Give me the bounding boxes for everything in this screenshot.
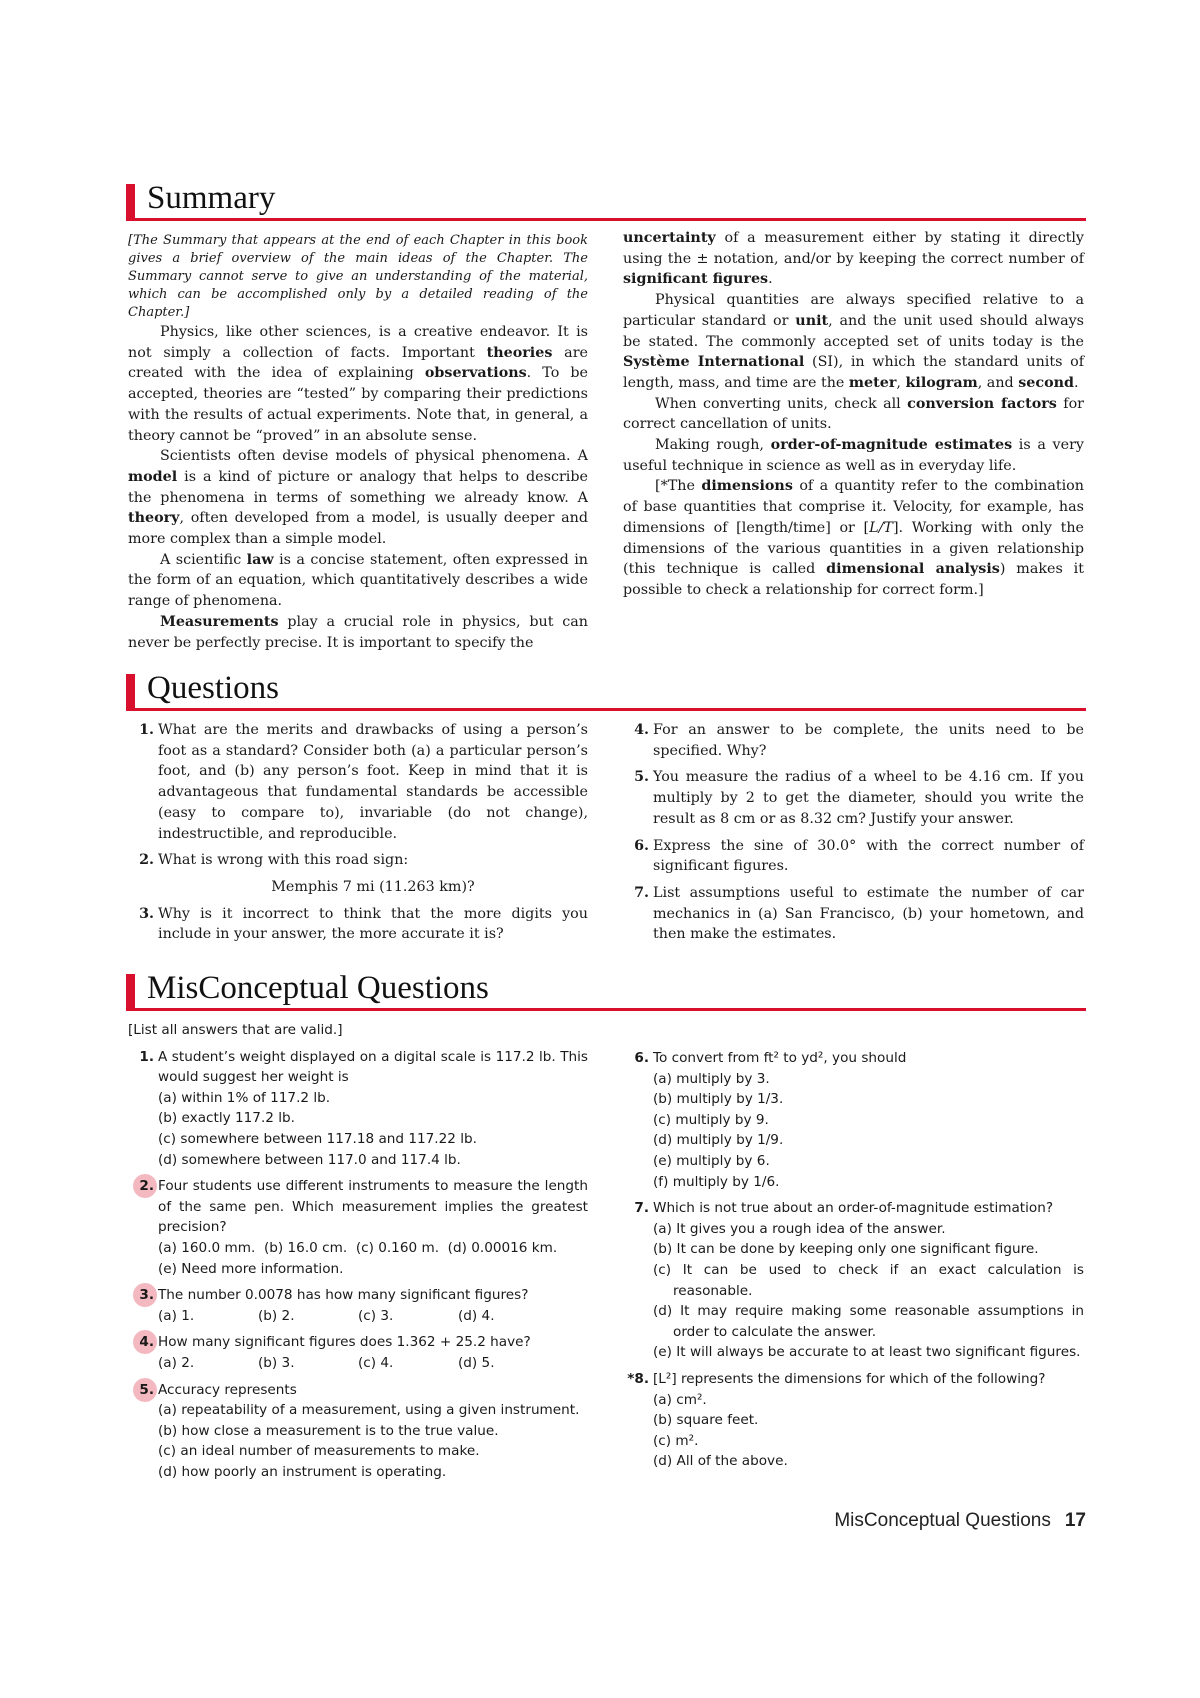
mc-option: (d) It may require making some reasonable assumptions in order to calculate the answer.	[653, 1303, 1084, 1340]
mc-option: (d) somewhere between 117.0 and 117.4 lb.	[158, 1151, 461, 1168]
questions-title: Questions	[147, 670, 279, 706]
question-item: 2. What is wrong with this road sign: Memphis 7 mi (11.263 km)?	[128, 850, 588, 897]
mc-option: (b) 2.	[258, 1307, 295, 1324]
misconceptual-header	[126, 968, 1086, 1011]
question-item: 3. Why is it incorrect to think that the more digits you include in your answer, the more accurate it is?	[139, 905, 588, 943]
page-footer	[834, 1510, 1086, 1532]
summary-left-column	[128, 232, 588, 653]
summary-paragraph: Physics, like other sciences, is a creative endeavor. It is not simply a collection of facts. Important theories are created with the idea of explaining observations. To be accepted, theories are “tested” by comparing their predictions with the results of actual experiments. Note that, in general, a theory cannot be “proved” in an absolute sense.	[128, 324, 588, 444]
questions-header	[126, 668, 1086, 711]
questions-left-column	[128, 720, 588, 951]
mc-option: (a) within 1% of 117.2 lb.	[158, 1089, 331, 1106]
question-item: 1. What are the merits and drawbacks of using a person’s foot as a standard? Consider both (a) a particular person’s foot, and (b) any person’s foot. Keep in mind that it is advantageous that fundamental standards be accessible (easy to compare to), invariable (do not change), indestructible, and reproducible.	[139, 722, 588, 842]
mc-option: (c) m².	[653, 1432, 699, 1449]
summary-paragraph: A scientific law is a concise statement, often expressed in the form of an equation, which quantitatively describes a wide range of phenomena.	[128, 551, 588, 610]
mc-option: (e) multiply by 6.	[653, 1152, 770, 1169]
mc-option: (c) 3.	[358, 1307, 394, 1324]
mc-option: (f) multiply by 1/6.	[653, 1173, 780, 1190]
mc-option: (c) multiply by 9.	[653, 1111, 769, 1128]
mc-option: (b) how close a measurement is to the true value.	[158, 1422, 499, 1439]
summary-paragraph: Making rough, order-of-magnitude estimates is a very useful technique in science as well as in everyday life.	[623, 437, 1085, 474]
mc-option: (d) how poorly an instrument is operating.	[158, 1463, 447, 1480]
mc-question: 1. A student’s weight displayed on a digital scale is 117.2 lb. This would suggest her weight is (a) within 1% of 117.2 lb. (b) exactly 117.2 lb. (c) somewhere between 117.18 and 117.22 lb. (d) somewhere between 117.0 and 117.4 lb.	[128, 1047, 588, 1171]
misconceptual-right-column	[623, 1048, 1084, 1478]
mc-option: (d) 5.	[458, 1354, 495, 1371]
question-item: 7. List assumptions useful to estimate the number of car mechanics in (a) San Francisco, (b) your hometown, and then make the estimates.	[634, 884, 1084, 943]
mc-option: (a) 160.0 mm.	[158, 1239, 256, 1256]
summary-intro: [The Summary that appears at the end of each Chapter in this book gives a brief overview of the main ideas of the Chapter. The Summary cannot serve to give an understanding of the material, which can be accomplished only by a detailed reading of the Chapter.]	[128, 233, 588, 320]
mc-question: *8. [L²] represents the dimensions for which of the following? (a) cm². (b) square feet. (c) m². (d) All of the above.	[623, 1369, 1084, 1472]
summary-paragraph: When converting units, check all conversion factors for correct cancellation of units.	[623, 395, 1085, 433]
mc-question: 5. Accuracy represents (a) repeatability of a measurement, using a given instrument. (b) how close a measurement is to the true value. (c) an ideal number of measurements to make. (d) how poorly an instrument is operating.	[128, 1380, 588, 1483]
mc-question: 2. Four students use different instruments to measure the length of the same pen. Which measurement implies the greatest precision? (a) 160.0 mm. (b) 16.0 cm. (c) 0.160 m. (d) 0.00016 km. (e) Need more information.	[128, 1176, 588, 1279]
mc-option: (a) cm².	[653, 1391, 707, 1408]
mc-option: (e) Need more information.	[158, 1260, 344, 1277]
mc-option: (a) repeatability of a measurement, using a given instrument.	[158, 1402, 580, 1419]
mc-option: (d) All of the above.	[653, 1453, 788, 1470]
section-marker	[126, 674, 135, 708]
mc-option: (c) somewhere between 117.18 and 117.22 lb.	[158, 1130, 477, 1147]
questions-right-column	[623, 720, 1084, 951]
mc-option: (a) 1.	[158, 1307, 195, 1324]
mc-option: (d) 0.00016 km.	[447, 1239, 558, 1256]
page-number: 17	[1064, 1510, 1086, 1531]
mc-option: (e) It will always be accurate to at least two significant figures.	[653, 1344, 1081, 1361]
summary-title: Summary	[147, 180, 276, 216]
summary-paragraph: Physical quantities are always specified relative to a particular standard or unit, and the unit used should always be stated. The commonly accepted set of units today is the Système International (SI), in which the standard units of length, mass, and time are the meter, kilogram, and second.	[623, 292, 1085, 391]
mc-option: (c) It can be used to check if an exact calculation is reasonable.	[653, 1261, 1084, 1299]
footer-section-name: MisConceptual Questions	[834, 1510, 1051, 1531]
mc-option: (c) 4.	[358, 1354, 394, 1371]
mc-option: (c) an ideal number of measurements to make.	[158, 1443, 480, 1460]
summary-paragraph: uncertainty of a measurement either by stating it directly using the ± notation, and/or by keeping the correct number of significant figures.	[623, 230, 1084, 288]
mc-question: 7. Which is not true about an order-of-magnitude estimation? (a) It gives you a rough idea of the answer. (b) It can be done by keeping only one significant figure. (c) It can be used to check if an exact calculation is reasonable. (d) It may require making some reasonable assumptions in order to calculate the answer. (e) It will always be accurate to at least two significant figures.	[623, 1198, 1084, 1363]
mc-question: 4. How many significant figures does 1.362 + 25.2 have? (a) 2. (b) 3. (c) 4. (d) 5.	[128, 1332, 588, 1373]
section-marker	[126, 974, 135, 1008]
section-marker	[126, 184, 135, 218]
mc-option: (d) multiply by 1/9.	[653, 1132, 784, 1149]
question-item: 4. For an answer to be complete, the units need to be specified. Why?	[634, 722, 1084, 759]
mc-option: (b) It can be done by keeping only one significant figure.	[653, 1241, 1039, 1258]
mc-option: (b) 16.0 cm.	[263, 1239, 348, 1256]
question-item: 6. Express the sine of 30.0° with the correct number of significant figures.	[634, 837, 1084, 875]
mc-question: 3. The number 0.0078 has how many significant figures? (a) 1. (b) 2. (c) 3. (d) 4.	[128, 1285, 588, 1326]
summary-paragraph: Measurements play a crucial role in physics, but can never be perfectly precise. It is important to specify the	[128, 613, 588, 651]
road-sign-text: Memphis 7 mi (11.263 km)?	[271, 878, 475, 895]
mc-option: (a) 2.	[158, 1354, 195, 1371]
question-item: 5. You measure the radius of a wheel to be 4.16 cm. If you multiply by 2 to get the diameter, should you write the result as 8 cm or as 8.32 cm? Justify your answer.	[634, 769, 1084, 827]
summary-header	[126, 178, 1086, 221]
mc-option: (d) 4.	[458, 1307, 495, 1324]
mc-option: (a) multiply by 3.	[653, 1070, 770, 1087]
summary-right-column	[623, 228, 1084, 601]
summary-paragraph: [*The dimensions of a quantity refer to the combination of base quantities that comprise it. Velocity, for example, has dimensions of [length/time] or [L/T]. Working with only the dimensions of the various quantities in a given relationship (this technique is called dimensional analysis) makes it possible to check a relationship for correct form.]	[623, 478, 1084, 598]
mc-option: (b) 3.	[258, 1354, 295, 1371]
mc-question: 6. To convert from ft² to yd², you should (a) multiply by 3. (b) multiply by 1/3. (c) multiply by 9. (d) multiply by 1/9. (e) multiply by 6. (f) multiply by 1/6.	[623, 1048, 1084, 1192]
instructions-note: [List all answers that are valid.]	[128, 1022, 343, 1038]
mc-option: (a) It gives you a rough idea of the answer.	[653, 1220, 946, 1237]
summary-paragraph: Scientists often devise models of physical phenomena. A model is a kind of picture or analogy that helps to describe the phenomena in terms of something we already know. A theory, often developed from a model, is usually deeper and more complex than a simple model.	[128, 448, 588, 548]
mc-option: (b) multiply by 1/3.	[653, 1091, 784, 1108]
misconceptual-left-column	[128, 1020, 588, 1488]
misconceptual-title: MisConceptual Questions	[147, 970, 489, 1006]
mc-option: (b) exactly 117.2 lb.	[158, 1110, 295, 1127]
mc-option: (c) 0.160 m.	[355, 1239, 440, 1256]
mc-option: (b) square feet.	[653, 1412, 759, 1429]
